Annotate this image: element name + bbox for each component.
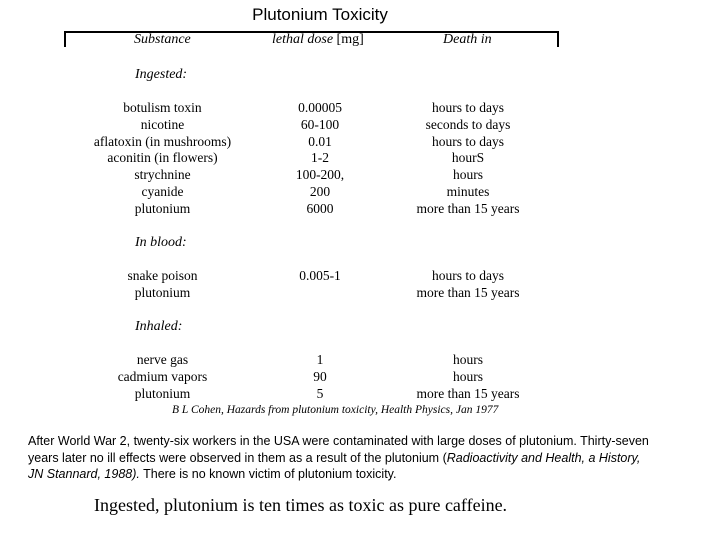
table-cell-substance: plutonium xyxy=(134,284,191,300)
blood-death-column xyxy=(398,268,538,302)
section-in-blood-label: In blood: xyxy=(135,235,187,250)
table-cell-substance: aconitin (in flowers) xyxy=(107,150,218,166)
header-death-in: Death in xyxy=(443,32,492,47)
paragraph-reference: Radioactivity and Health, a History, JN Stannard, 1988). xyxy=(28,450,641,482)
table-cell-death: hours to days xyxy=(432,268,504,283)
table-cell-death: seconds to days xyxy=(425,116,511,132)
inhaled-dose-column xyxy=(270,352,370,402)
table-cell-death: hours xyxy=(453,167,483,183)
table-cell-dose: 200 xyxy=(309,183,331,199)
table-cell-death: hourS xyxy=(451,150,485,166)
rule-tick-left xyxy=(64,31,66,47)
ingested-death-column xyxy=(398,100,538,218)
table-cell-substance: nerve gas xyxy=(136,352,189,367)
table-cell-death: more than 15 years xyxy=(416,200,520,216)
rule-tick-right xyxy=(557,31,559,47)
table-cell-substance: nicotine xyxy=(140,116,185,132)
table-cell-death: more than 15 years xyxy=(416,284,520,300)
history-paragraph xyxy=(28,433,658,483)
header-substance: Substance xyxy=(134,32,191,47)
section-inhaled-label: Inhaled: xyxy=(135,319,183,334)
paragraph-text-1: After World War 2, twenty-six workers in the USA were contaminated with large doses of plutonium. Thirty-seven years later no ill effects were observed in them as a result of the plutonium ( xyxy=(28,434,649,465)
page-title: Plutonium Toxicity xyxy=(252,5,388,24)
table-cell-substance: aflatoxin (in mushrooms) xyxy=(93,133,232,149)
conclusion-statement: Ingested, plutonium is ten times as toxic as pure caffeine. xyxy=(94,495,508,515)
table-cell-substance: strychnine xyxy=(134,167,191,183)
table-cell-dose: 6000 xyxy=(306,200,334,216)
table-cell-dose: 1-2 xyxy=(311,150,329,166)
table-cell-dose: 90 xyxy=(313,368,327,384)
table-cell-substance: botulism toxin xyxy=(123,100,202,115)
table-cell-dose: 1 xyxy=(316,352,324,367)
table-cell-dose: 100-200, xyxy=(295,167,345,183)
table-cell-substance: plutonium xyxy=(134,385,191,401)
table-cell-death: hours xyxy=(453,352,483,367)
section-ingested-label: Ingested: xyxy=(135,67,188,82)
inhaled-substance-column xyxy=(60,352,265,402)
ingested-dose-column xyxy=(270,100,370,218)
source-citation: B L Cohen, Hazards from plutonium toxicity, Health Physics, Jan 1977 xyxy=(172,404,499,416)
table-cell-death: hours to days xyxy=(432,100,504,115)
header-lethal-dose-label: lethal dose xyxy=(272,32,334,47)
table-cell-substance: plutonium xyxy=(134,200,191,216)
table-cell-substance: snake poison xyxy=(127,268,198,283)
table-cell-death: more than 15 years xyxy=(416,385,520,401)
table-cell-death: hours xyxy=(453,368,483,384)
header-lethal-dose xyxy=(272,32,364,48)
table-cell-dose: 0.01 xyxy=(308,133,332,149)
table-cell-dose: 0.005-1 xyxy=(299,268,341,283)
table-cell-dose: 60-100 xyxy=(300,116,340,132)
table-cell-death: hours to days xyxy=(432,133,504,149)
table-cell-dose: 0.00005 xyxy=(298,100,342,115)
table-cell-substance: cadmium vapors xyxy=(117,368,208,384)
table-cell-dose: 5 xyxy=(316,385,324,401)
inhaled-death-column xyxy=(398,352,538,402)
paragraph-text-2: There is no known victim of plutonium toxicity. xyxy=(139,467,397,482)
table-cell-death: minutes xyxy=(446,183,490,199)
table-cell-dose xyxy=(270,285,370,302)
blood-substance-column xyxy=(60,268,265,302)
blood-dose-column xyxy=(270,268,370,302)
header-lethal-dose-unit: [mg] xyxy=(336,32,364,47)
ingested-substance-column xyxy=(60,100,265,218)
table-cell-substance: cyanide xyxy=(141,183,184,199)
